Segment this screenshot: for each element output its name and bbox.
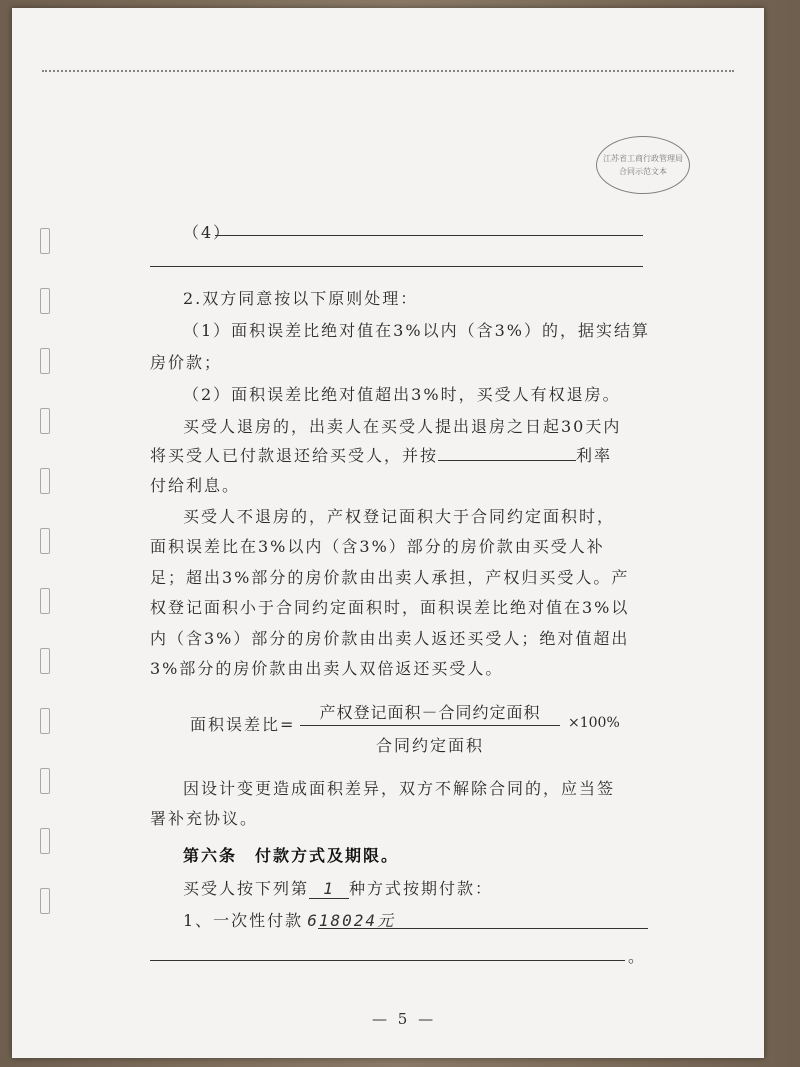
paragraph-keep-3: 足；超出3%部分的房价款由出卖人承担，产权归买受人。产 xyxy=(150,568,630,587)
paragraph-1-cont: 房价款； xyxy=(150,353,223,372)
official-seal-stamp: 江苏省工商行政管理局 合同示范文本 xyxy=(596,136,690,194)
article-6-heading: 第六条 付款方式及期限。 xyxy=(183,846,400,865)
payment-option-1-blank-2 xyxy=(150,960,625,961)
paragraph-keep-2: 面积误差比在3%以内（含3%）部分的房价款由买受人补 xyxy=(150,537,605,556)
paragraph-1: （1）面积误差比绝对值在3%以内（含3%）的，据实结算 xyxy=(183,321,650,340)
document-page xyxy=(12,8,764,1058)
paragraph-keep-1: 买受人不退房的，产权登记面积大于合同约定面积时， xyxy=(183,507,616,526)
paragraph-refund: 买受人退房的，出卖人在买受人提出退房之日起30天内 xyxy=(183,417,622,436)
paragraph-design-change-cont: 署补充协议。 xyxy=(150,809,259,828)
formula-fraction-bar xyxy=(300,725,560,726)
perforation-line xyxy=(42,70,734,72)
payment-option-1: 1、一次性付款 618024元 xyxy=(183,911,395,930)
page-number: — 5 — xyxy=(372,1010,437,1028)
clause-2-heading: 2.双方同意按以下原则处理： xyxy=(183,289,419,308)
item-4-label: （4） xyxy=(183,223,232,242)
paragraph-refund-end: 付给利息。 xyxy=(150,476,241,495)
end-mark: 。 xyxy=(628,947,647,966)
paragraph-keep-5: 内（含3%）部分的房价款由出卖人返还买受人；绝对值超出 xyxy=(150,629,630,648)
formula-numerator: 产权登记面积－合同约定面积 xyxy=(319,703,541,722)
item-4-blank-2 xyxy=(150,266,643,267)
paragraph-design-change: 因设计变更造成面积差异，双方不解除合同的，应当签 xyxy=(183,779,616,798)
payment-amount-handwritten: 618024元 xyxy=(307,911,395,930)
payment-option-1-blank xyxy=(318,928,648,929)
item-4-blank xyxy=(215,235,643,236)
paragraph-refund-cont: 将买受人已付款退还给买受人，并按 利率 xyxy=(150,446,613,465)
payment-choice-value: 1 xyxy=(309,879,349,899)
paragraph-keep-6: 3%部分的房价款由出卖人双倍返还买受人。 xyxy=(150,659,504,678)
formula-label: 面积误差比= xyxy=(190,715,296,734)
payment-choice: 买受人按下列第 1 种方式按期付款： xyxy=(183,879,494,898)
formula-multiplier: ×100% xyxy=(568,715,620,731)
paragraph-2: （2）面积误差比绝对值超出3%时，买受人有权退房。 xyxy=(183,385,621,404)
binding-holes xyxy=(40,228,60,928)
formula-denominator: 合同约定面积 xyxy=(375,736,484,755)
paragraph-keep-4: 权登记面积小于合同约定面积时，面积误差比绝对值在3%以 xyxy=(150,598,630,617)
